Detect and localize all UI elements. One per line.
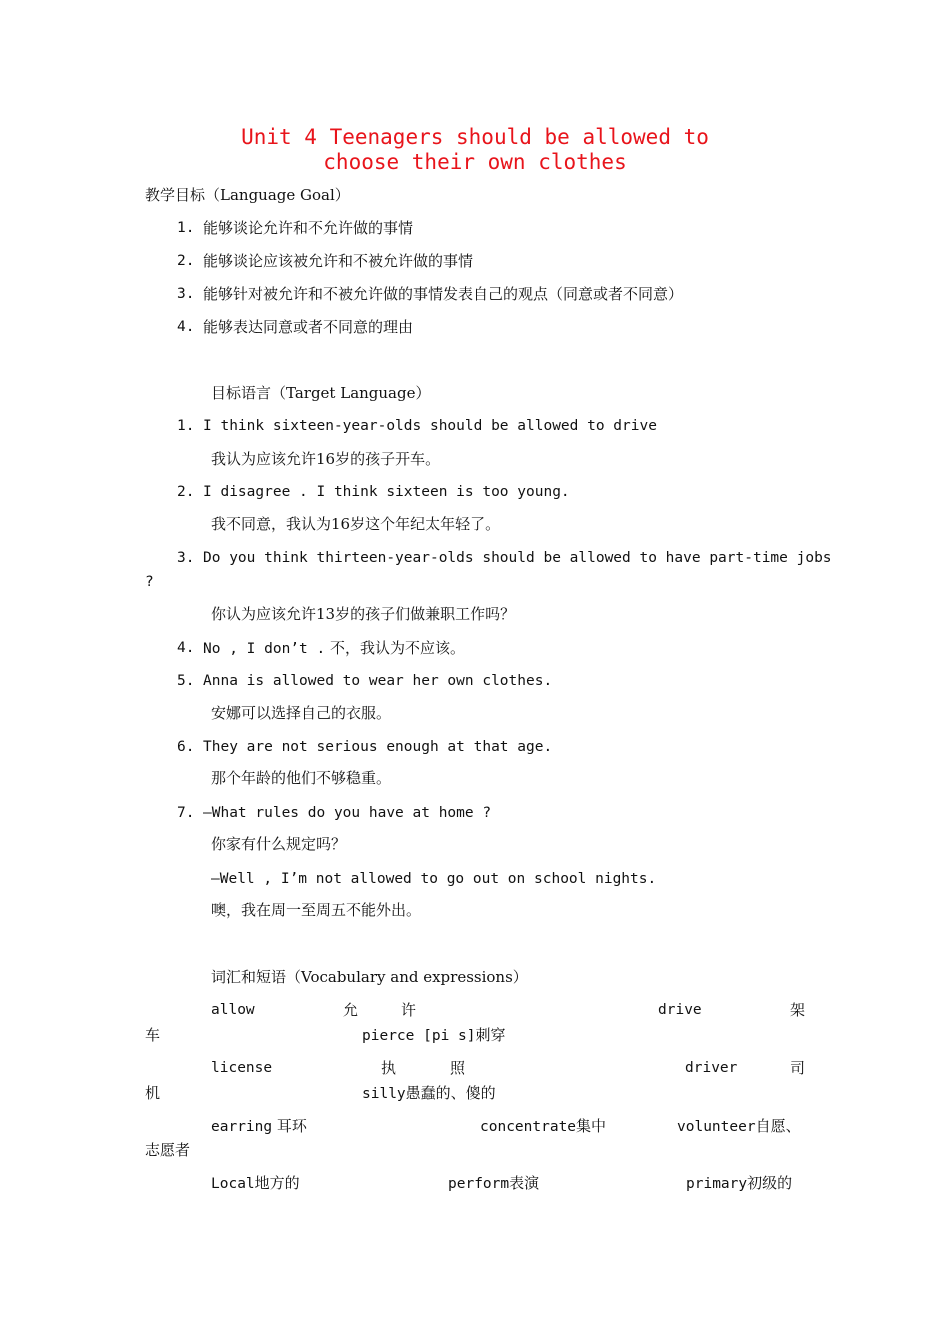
vocab-meaning: 集中 [576,1117,607,1135]
vocab-entry [448,1173,539,1194]
chinese-translation: 你认为应该允许13岁的孩子们做兼职工作吗？ [211,605,516,623]
vocab-meaning: 许 [401,1001,417,1019]
goal-item: 能够表达同意或者不同意的理由 [203,318,414,336]
vocab-entry [677,1116,801,1137]
english-sentence: —Well , I’m not allowed to go out on school nights. [211,871,657,887]
goal-number: 4. [177,319,195,335]
vocabulary-heading: 词汇和短语（Vocabulary and expressions） [211,968,528,986]
goal-item: 能够针对被允许和不被允许做的事情发表自己的观点（同意或者不同意） [203,285,684,303]
vocab-meaning: 机 [145,1084,161,1102]
sentence-number: 7. [177,805,195,821]
vocab-word: earring [211,1119,273,1135]
english-sentence: They are not serious enough at that age. [203,739,553,755]
vocab-meaning: 照 [450,1059,466,1077]
vocab-word: silly [362,1086,406,1102]
vocab-word: primary [686,1176,748,1192]
sentence-number: 4. [177,640,195,656]
vocab-entry [362,1025,506,1046]
vocab-meaning: 志愿者 [145,1141,191,1159]
sentence-number: 2. [177,484,195,500]
chinese-translation: 你家有什么规定吗？ [211,835,347,853]
english-sentence: No , I don’t . [203,641,326,657]
sentence-number: 3. [177,550,195,566]
vocab-meaning: 愚蠢的、傻的 [405,1084,496,1102]
english-sentence: Do you think thirteen-year-olds should be allowed to have part-time jobs [203,550,832,566]
vocab-word: perform [448,1176,510,1192]
goal-item: 能够谈论应该被允许和不被允许做的事情 [203,252,474,270]
english-sentence-wrap: ? [145,574,154,590]
vocab-meaning: 司 [790,1059,806,1077]
vocab-meaning: 刺穿 [475,1026,506,1044]
chinese-translation: 噢，我在周一至周五不能外出。 [211,901,422,919]
vocab-meaning: 执 [381,1059,397,1077]
vocab-word: allow [211,1002,255,1018]
vocab-word: Local [211,1176,255,1192]
vocab-meaning: 允 [343,1001,359,1019]
vocab-word: pierce [pi s] [362,1028,476,1044]
sentence-line [203,638,465,659]
vocab-entry [211,1116,307,1137]
vocab-meaning: 耳环 [272,1117,307,1135]
vocab-entry [211,1173,300,1194]
vocab-entry [686,1173,792,1194]
chinese-translation: 我不同意，我认为16岁这个年纪太年轻了。 [211,515,501,533]
vocab-meaning: 架 [790,1001,806,1019]
english-sentence: Anna is allowed to wear her own clothes. [203,673,553,689]
vocab-word: concentrate [480,1119,577,1135]
goal-number: 1. [177,220,195,236]
vocab-word: drive [658,1002,702,1018]
vocab-meaning: 初级的 [747,1174,793,1192]
vocab-word: driver [685,1060,738,1076]
english-sentence: I think sixteen-year-olds should be allowed to drive [203,418,657,434]
english-sentence: I disagree . I think sixteen is too young. [203,484,570,500]
goal-number: 2. [177,253,195,269]
chinese-translation: 不，我认为不应该。 [325,639,465,657]
sentence-number: 5. [177,673,195,689]
document-title-line-2: choose their own clothes [323,150,627,174]
goal-item: 能够谈论允许和不允许做的事情 [203,219,414,237]
vocab-meaning: 地方的 [254,1174,300,1192]
vocab-meaning: 车 [145,1026,161,1044]
vocab-word: volunteer [677,1119,756,1135]
vocab-entry [480,1116,606,1137]
vocab-word: license [211,1060,273,1076]
chinese-translation: 我认为应该允许16岁的孩子开车。 [211,450,441,468]
chinese-translation: 安娜可以选择自己的衣服。 [211,704,392,722]
language-goal-heading: 教学目标（Language Goal） [145,186,350,204]
sentence-number: 6. [177,739,195,755]
vocab-entry [362,1083,496,1104]
vocab-meaning: 自愿、 [755,1117,801,1135]
chinese-translation: 那个年龄的他们不够稳重。 [211,769,392,787]
goal-number: 3. [177,286,195,302]
document-title-line-1: Unit 4 Teenagers should be allowed to [241,125,709,149]
target-language-heading: 目标语言（Target Language） [211,384,431,402]
vocab-meaning: 表演 [509,1174,540,1192]
english-sentence: —What rules do you have at home ? [203,805,492,821]
sentence-number: 1. [177,418,195,434]
